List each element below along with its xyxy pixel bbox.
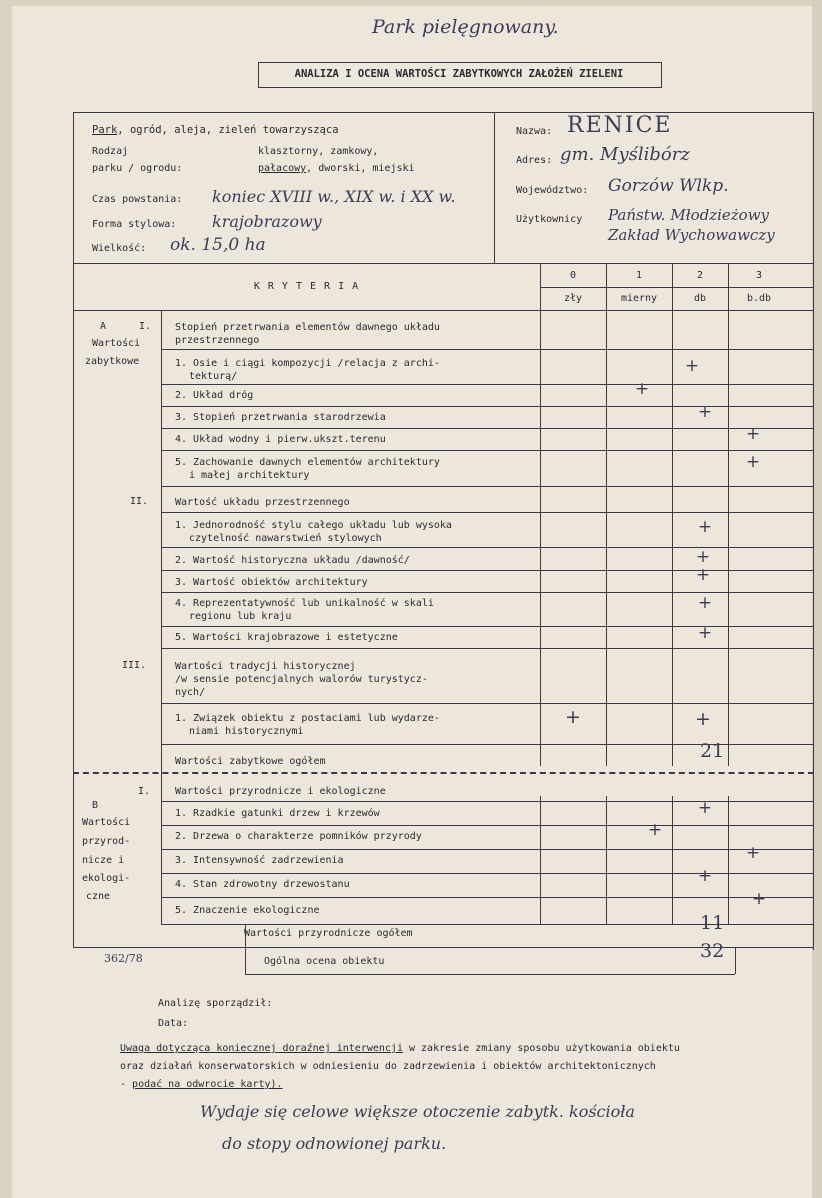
b-row-4: 4. Stan zdrowotny drzewostanu [175,879,350,890]
section-a3-roman: III. [122,660,147,671]
mark-a1-row-1: + [684,356,700,376]
a-total-label: Wartości zabytkowe ogółem [175,756,326,767]
mark-a2-row-1: + [697,517,713,537]
col-0-num: 0 [569,270,577,281]
mark-b-row-4: + [697,866,713,886]
overall-value: 32 [700,940,725,962]
mark-a1-row-4: + [745,424,761,444]
b-title: Wartości przyrodnicze i ekologiczne [175,786,386,797]
uwaga-rest: w zakresie zmiany sposobu użytkowania obiektu [402,1043,680,1054]
a1-row-1-l2: tekturą/ [189,371,238,382]
mark-a3-row-1-a: + [565,706,581,728]
uzyt-label: Użytkownicy [516,214,583,225]
type-rest: , ogród, aleja, zieleń towarzysząca [117,124,339,136]
a1-row-4: 4. Układ wodny i pierw.ukszt.terenu [175,434,386,445]
page-edge-top [0,0,822,6]
uwaga-line-1 [120,1043,680,1054]
b-row-3: 3. Intensywność zadrzewienia [175,855,344,866]
a2-row-4-l1: 4. Reprezentatywność lub unikalność w skali [175,598,434,609]
handwritten-note-top: Park pielęgnowany. [372,16,559,38]
rodzaj-values-2 [258,163,415,174]
a2-row-1-l2: czytelność nawarstwień stylowych [189,533,382,544]
a2-row-5: 5. Wartości krajobrazowe i estetyczne [175,632,398,643]
section-b-text-3: nicze i [82,855,125,866]
a1-title-1: Stopień przetrwania elementów dawnego układu [175,322,440,333]
forma-label: Forma stylowa: [92,219,177,230]
a1-title-2: przestrzennego [175,335,260,346]
uwaga-underlined: Uwaga dotycząca koniecznej doraźnej interwencji [120,1043,403,1054]
section-a-text-1: Wartości [92,338,141,349]
uwaga-line-3-prefix: - [120,1079,133,1090]
a3-title-2: /w sensie potencjalnych walorów turystycz- [175,674,428,685]
handwritten-remark-1: Wydaje się celowe większe otoczenie zabytk. kościoła [200,1102,635,1121]
section-a-letter: A [100,321,107,332]
czas-label: Czas powstania: [92,194,183,205]
col-3-label: b.db [746,293,772,304]
wielkosc-label: Wielkość: [92,243,147,254]
a-total-value: 21 [700,740,725,762]
col-3-num: 3 [755,270,763,281]
section-a-roman: I. [139,321,152,332]
mark-a1-row-2: + [634,379,650,399]
section-b-text-4: ekologi- [82,873,131,884]
a1-row-5-l1: 5. Zachowanie dawnych elementów architektury [175,457,440,468]
col-1-num: 1 [635,270,643,281]
rodzaj-palacowy: pałacowy [258,163,307,174]
mark-a1-row-5: + [745,452,761,472]
uzyt-value-1: Państw. Młodzieżowy [608,206,770,224]
nazwa-value: RENICE [567,113,673,138]
mark-a2-row-2: + [695,547,711,567]
adres-label: Adres: [516,155,553,166]
a1-row-3: 3. Stopień przetrwania starodrzewia [175,412,386,423]
wielkosc-value: ok. 15,0 ha [170,235,266,255]
mark-b-row-5: + [751,889,767,909]
outer-left-border [73,112,74,948]
a2-title: Wartość układu przestrzennego [175,497,350,508]
b-row-2: 2. Drzewa o charakterze pomników przyrody [175,831,422,842]
a1-row-1-l1: 1. Osie i ciągi kompozycji /relacja z archi- [175,358,440,369]
section-b-letter: B [92,800,99,811]
mark-a3-row-1-b: + [695,708,711,730]
mark-a2-row-4: + [697,593,713,613]
adres-value: gm. Myślibórz [560,144,690,165]
col-0-label: zły [563,293,583,304]
mark-a2-row-5: + [697,623,713,643]
a2-row-3: 3. Wartość obiektów architektury [175,577,368,588]
type-line [92,124,339,136]
col-2-label: db [693,293,707,304]
forma-value: krajobrazowy [212,212,322,231]
a1-row-2: 2. Układ dróg [175,390,254,401]
col-1-label: mierny [620,293,658,304]
uwaga-line-3-underlined: podać na odwrocie karty). [132,1079,283,1090]
analysis-date: Data: [158,1018,189,1029]
a2-row-2: 2. Wartość historyczna układu /dawność/ [175,555,410,566]
header-divider [494,112,495,263]
a1-row-5-l2: i małej architektury [189,470,310,481]
b-row-1: 1. Rzadkie gatunki drzew i krzewów [175,808,380,819]
czas-value: koniec XVIII w., XIX w. i XX w. [212,187,456,206]
handwritten-remark-2: do stopy odnowionej parku. [222,1134,447,1153]
reference-number: 362/78 [104,952,143,965]
a3-title-1: Wartości tradycji historycznej [175,661,356,672]
uwaga-line-2: oraz działań konserwatorskich w odniesieniu do zadrzewienia i obiektów architektonicznych [120,1061,656,1072]
uzyt-value-2: Zakład Wychowawczy [608,226,775,244]
mark-b-row-3: + [745,843,761,863]
document-title: ANALIZA I OCENA WARTOŚCI ZABYTKOWYCH ZAŁOŻEŃ ZIELENI [294,68,624,80]
a2-row-1-l1: 1. Jednorodność stylu całego układu lub wysoka [175,520,452,531]
parku-label: parku / ogrodu: [92,163,183,174]
uwaga-line-3 [120,1079,283,1090]
overall-label: Ogólna ocena obiektu [264,956,385,967]
a3-row-1-l1: 1. Związek obiektu z postaciami lub wydarze- [175,713,440,724]
analysis-by: Analizę sporządził: [158,998,273,1009]
woj-value: Gorzów Wlkp. [608,176,729,196]
rodzaj-label: Rodzaj [92,146,129,157]
b-row-5: 5. Znaczenie ekologiczne [175,905,320,916]
mark-b-row-1: + [697,798,713,818]
rodzaj-values-1: klasztorny, zamkowy, [258,146,379,157]
a3-row-1-l2: niami historycznymi [189,726,304,737]
type-park: Park [92,124,118,136]
section-b-text-5: czne [86,891,111,902]
section-a2-roman: II. [130,496,149,507]
section-b-text-2: przyrod- [82,836,131,847]
mark-b-row-2: + [647,820,663,840]
mark-a2-row-3: + [695,565,711,585]
kryteria-header: K R Y T E R I A [253,281,360,292]
col-2-num: 2 [696,270,704,281]
b-total-value: 11 [700,912,725,934]
a3-title-3: nych/ [175,687,206,698]
rodzaj-values-2-rest: , dworski, miejski [306,163,415,174]
section-b-roman: I. [138,786,151,797]
nazwa-label: Nazwa: [516,126,553,137]
page-edge-left [0,0,12,1198]
mark-a1-row-3: + [697,402,713,422]
section-b-text-1: Wartości [82,817,131,828]
section-separator [73,772,814,774]
b-total-label: Wartości przyrodnicze ogółem [244,928,413,939]
section-a-text-2: zabytkowe [85,356,140,367]
woj-label: Województwo: [516,185,589,196]
a2-row-4-l2: regionu lub kraju [189,611,292,622]
